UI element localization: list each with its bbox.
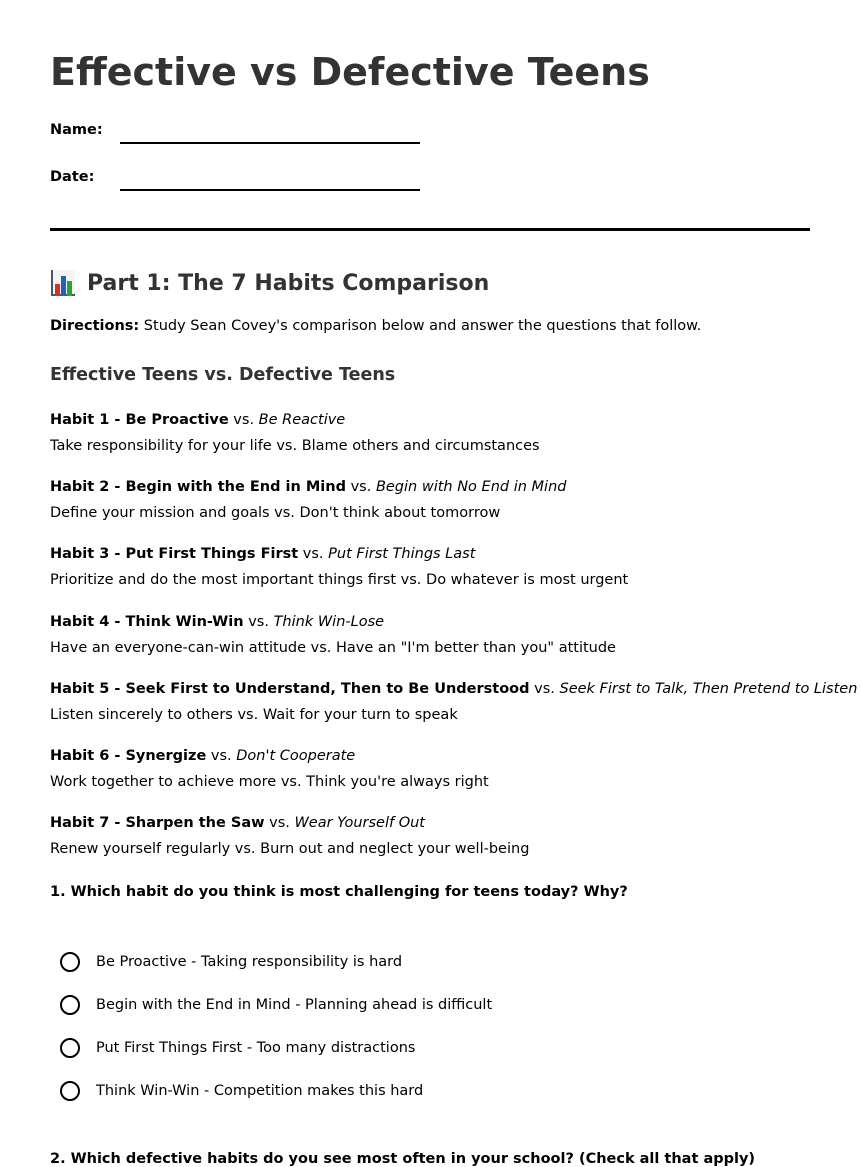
habit-title-line bbox=[50, 743, 810, 769]
radio-option-label: Be Proactive - Taking responsibility is hard bbox=[96, 954, 403, 970]
effective-habit: Habit 3 - Put First Things First bbox=[50, 546, 299, 563]
effective-habit: Habit 6 - Synergize bbox=[50, 748, 207, 764]
habit-title-line bbox=[50, 541, 810, 567]
habit-description: Define your mission and goals vs. Don't think about tomorrow bbox=[50, 505, 501, 522]
radio-option[interactable] bbox=[60, 1035, 415, 1061]
directions-text bbox=[50, 318, 701, 334]
question-1: 1. Which habit do you think is most challenging for teens today? Why? bbox=[50, 884, 628, 900]
habit-description: Prioritize and do the most important things first vs. Do whatever is most urgent bbox=[50, 572, 629, 589]
defective-habit: Begin with No End in Mind bbox=[375, 479, 567, 496]
date-field bbox=[50, 169, 430, 193]
defective-habit: Wear Yourself Out bbox=[294, 815, 425, 832]
name-field bbox=[50, 122, 430, 146]
vs-text: vs. bbox=[206, 748, 237, 764]
vs-text: vs. bbox=[345, 479, 376, 496]
defective-habit: Don't Cooperate bbox=[236, 748, 356, 764]
habit-description: Renew yourself regularly vs. Burn out and neglect your well-being bbox=[50, 841, 530, 858]
radio-option[interactable] bbox=[60, 949, 402, 975]
vs-text: vs. bbox=[264, 815, 295, 832]
habit-title-line bbox=[50, 474, 810, 500]
habit-description: Listen sincerely to others vs. Wait for your turn to speak bbox=[50, 706, 458, 723]
directions-body: Study Sean Covey's comparison below and answer the questions that follow. bbox=[139, 318, 702, 334]
habit-item bbox=[50, 743, 810, 795]
question-2: 2. Which defective habits do you see most often in your school? (Check all that apply) bbox=[50, 1151, 756, 1167]
vs-text: vs. bbox=[228, 412, 259, 428]
radio-option-label: Put First Things First - Too many distractions bbox=[96, 1040, 416, 1056]
radio-option-label: Think Win-Win - Competition makes this hard bbox=[96, 1083, 424, 1099]
name-input-line[interactable] bbox=[120, 142, 420, 144]
habit-item bbox=[50, 609, 810, 661]
radio-option[interactable] bbox=[60, 1078, 423, 1104]
defective-habit: Seek First to Talk, Then Pretend to Listen bbox=[559, 680, 858, 697]
habit-title-line bbox=[50, 609, 810, 635]
effective-habit: Habit 5 - Seek First to Understand, Then to Be Understood bbox=[50, 680, 530, 697]
name-label: Name: bbox=[50, 122, 103, 138]
defective-habit: Put First Things Last bbox=[328, 546, 476, 563]
effective-habit: Habit 1 - Be Proactive bbox=[50, 412, 229, 428]
date-input-line[interactable] bbox=[120, 189, 420, 191]
habit-item bbox=[50, 474, 810, 526]
radio-button[interactable] bbox=[60, 952, 80, 972]
vs-text: vs. bbox=[243, 613, 274, 630]
radio-option-label: Begin with the End in Mind - Planning ahead is difficult bbox=[96, 997, 493, 1013]
habit-title-line bbox=[50, 407, 810, 433]
habit-description: Take responsibility for your life vs. Blame others and circumstances bbox=[50, 438, 540, 454]
radio-option[interactable] bbox=[60, 992, 492, 1018]
habit-item bbox=[50, 810, 810, 862]
date-label: Date: bbox=[50, 169, 95, 185]
header-divider bbox=[50, 228, 810, 231]
directions-label: Directions: bbox=[50, 318, 140, 334]
section-heading bbox=[50, 266, 489, 300]
habit-item bbox=[50, 676, 858, 728]
effective-habit: Habit 7 - Sharpen the Saw bbox=[50, 815, 265, 832]
habit-title-line bbox=[50, 810, 810, 836]
effective-habit: Habit 2 - Begin with the End in Mind bbox=[50, 479, 346, 496]
page-title: Effective vs Defective Teens bbox=[50, 50, 650, 94]
bar-chart-icon bbox=[50, 268, 76, 298]
habit-description: Work together to achieve more vs. Think you're always right bbox=[50, 774, 489, 790]
vs-text: vs. bbox=[298, 546, 329, 563]
defective-habit: Think Win-Lose bbox=[273, 613, 385, 630]
vs-text: vs. bbox=[529, 680, 560, 697]
radio-button[interactable] bbox=[60, 1081, 80, 1101]
effective-habit: Habit 4 - Think Win-Win bbox=[50, 613, 244, 630]
habit-description: Have an everyone-can-win attitude vs. Have an "I'm better than you" attitude bbox=[50, 639, 616, 656]
habit-item bbox=[50, 407, 810, 459]
comparison-subheading: Effective Teens vs. Defective Teens bbox=[50, 365, 396, 385]
radio-button[interactable] bbox=[60, 995, 80, 1015]
defective-habit: Be Reactive bbox=[258, 412, 346, 428]
habit-title-line bbox=[50, 676, 858, 702]
section-title: Part 1: The 7 Habits Comparison bbox=[87, 270, 490, 296]
habit-item bbox=[50, 541, 810, 593]
radio-button[interactable] bbox=[60, 1038, 80, 1058]
